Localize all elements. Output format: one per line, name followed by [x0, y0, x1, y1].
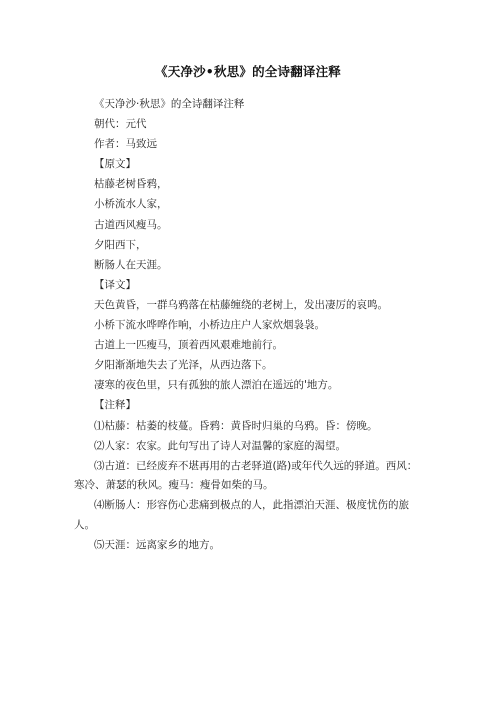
original-line-1: 枯藤老树昏鸦，: [94, 178, 168, 191]
author-line: 作者：马致远: [94, 138, 157, 151]
document-body: [74, 95, 426, 556]
translation-line-3: 古道上一匹瘦马，顶着西风艰难地前行。: [94, 339, 283, 352]
notes-header: 【注释】: [94, 399, 136, 412]
note-3: ⑶古道：已经废弃不堪再用的古老驿道(路)或年代久远的驿道。西风：寒冷、萧瑟的秋风。瘦马：瘦骨如柴的马。: [74, 459, 418, 492]
translation-line-1: 天色黄昏，一群乌鸦落在枯藤缠绕的老树上，发出凄厉的哀鸣。: [94, 298, 388, 311]
translation-line-5: 凄寒的夜色里，只有孤独的旅人漂泊在遥远的'地方。: [94, 379, 339, 392]
translation-header: 【译文】: [94, 278, 136, 291]
translation-line-4: 夕阳渐渐地失去了光泽，从西边落下。: [94, 359, 273, 372]
subtitle: 《天净沙·秋思》的全诗翻译注释: [94, 98, 245, 110]
original-line-5: 断肠人在天涯。: [94, 258, 168, 271]
note-2: ⑵人家：农家。此句写出了诗人对温馨的家庭的渴望。: [94, 439, 346, 452]
original-line-3: 古道西风瘦马。: [94, 218, 168, 231]
note-4: ⑷断肠人：形容伤心悲痛到极点的人，此指漂泊天涯、极度忧伤的旅人。: [74, 499, 409, 531]
note-1: ⑴枯藤：枯萎的枝蔓。昏鸦：黄昏时归巢的乌鸦。昏：傍晚。: [94, 419, 378, 432]
dynasty-line: 朝代：元代: [94, 118, 147, 131]
original-header: 【原文】: [94, 158, 136, 171]
original-line-4: 夕阳西下，: [94, 238, 147, 251]
original-line-2: 小桥流水人家，: [94, 198, 168, 211]
note-5: ⑸天涯：远离家乡的地方。: [94, 538, 220, 551]
document-title: 《天净沙•秋思》的全诗翻译注释: [155, 64, 341, 79]
translation-line-2: 小桥下流水哗哗作响，小桥边庄户人家炊烟袅袅。: [94, 319, 325, 332]
